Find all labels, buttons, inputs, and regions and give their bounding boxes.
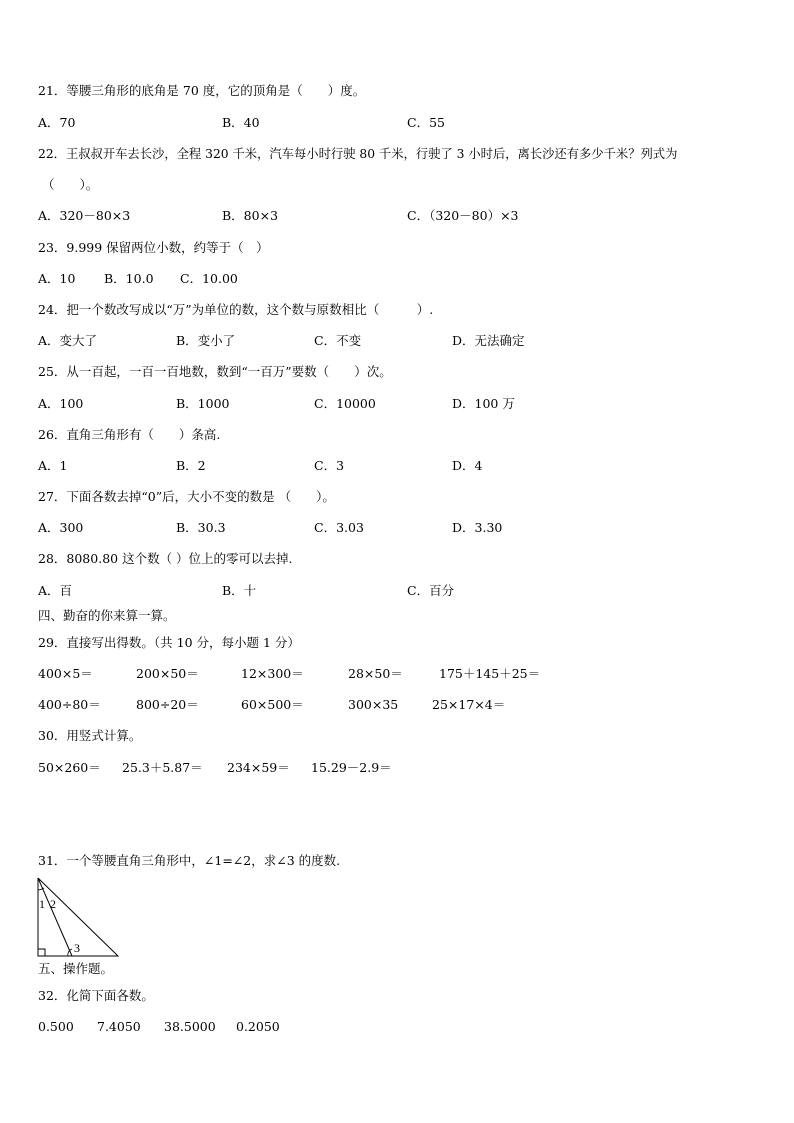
q30-item: 15.29－2.9＝ [311,760,392,775]
q26-option-c: C．3 [314,458,345,473]
q22-option-a: A．320－80×3 [38,208,131,223]
angle-label-3: 3 [74,941,80,955]
q27-option-a: A．300 [38,520,84,535]
q27-option-d: D．3.30 [452,520,503,535]
angle-label-2: 2 [50,897,56,911]
q24-stem: 24．把一个数改写成以“万”为单位的数，这个数与原数相比（ ）. [38,302,434,317]
q23-option-c: C．10.00 [180,271,238,286]
q24-option-a: A．变大了 [38,333,98,348]
q32-stem: 32．化简下面各数。 [38,988,154,1003]
q28-option-a: A．百 [38,583,73,598]
q21-stem: 21．等腰三角形的底角是 70 度，它的顶角是（ ）度。 [38,83,366,98]
q22-option-c: C．（320－80）×3 [407,208,519,223]
q27-stem: 27．下面各数去掉“0”后，大小不变的数是 （ ）。 [38,489,335,504]
q32-item: 0.500 [38,1019,74,1034]
q25-option-b: B．1000 [176,396,230,411]
q30-item: 50×260＝ [38,760,101,775]
q24-option-c: C．不变 [314,333,362,348]
q27-option-b: B．30.3 [176,520,226,535]
q29-item: 12×300＝ [241,666,304,681]
section-4-heading: 四、勤奋的你来算一算。 [38,608,176,623]
right-triangle-figure [36,874,126,960]
q22-stem-cont: （ ）。 [42,177,99,192]
q25-stem: 25．从一百起，一百一百地数，数到“一百万”要数（ ）次。 [38,364,392,379]
q32-item: 38.5000 [164,1019,216,1034]
q29-item: 60×500＝ [241,697,304,712]
q26-option-a: A．1 [38,458,68,473]
q25-option-a: A．100 [38,396,84,411]
q30-item: 25.3＋5.87＝ [122,760,203,775]
q30-item: 234×59＝ [227,760,290,775]
q31-stem: 31．一个等腰直角三角形中，∠1=∠2，求∠3 的度数. [38,853,341,868]
q22-stem: 22．王叔叔开车去长沙，全程 320 千米，汽车每小时行驶 80 千米，行驶了 3 小时后，离长沙还有多少千米？列式为 [38,147,678,161]
q24-option-d: D．无法确定 [452,333,525,348]
q23-stem: 23．9.999 保留两位小数，约等于（ ） [38,240,269,255]
q29-item: 400×5＝ [38,666,93,681]
section-5-heading: 五、操作题。 [38,961,114,976]
q22-option-b: B．80×3 [222,208,279,223]
q28-option-b: B．十 [222,583,257,598]
q25-option-d: D．100 万 [452,396,515,411]
q29-item: 400÷80＝ [38,697,101,712]
q23-option-a: A．10 [38,271,76,286]
q29-stem: 29．直接写出得数。（共 10 分，每小题 1 分） [38,635,300,650]
q32-item: 7.4050 [97,1019,141,1034]
q32-item: 0.2050 [236,1019,280,1034]
q29-item: 200×50＝ [136,666,199,681]
q28-stem: 28．8080.80 这个数（ ）位上的零可以去掉. [38,551,293,566]
q26-option-b: B．2 [176,458,206,473]
q27-option-c: C．3.03 [314,520,364,535]
q21-option-c: C．55 [407,115,445,130]
q29-item: 25×17×4＝ [432,697,506,712]
right-angle-mark [38,949,45,956]
angle-label-1: 1 [39,897,45,911]
q24-option-b: B．变小了 [176,333,236,348]
q29-item: 175＋145＋25＝ [439,666,541,681]
q29-item: 28×50＝ [348,666,403,681]
q21-option-b: B．40 [222,115,260,130]
q29-item: 300×35 [348,697,399,712]
q25-option-c: C．10000 [314,396,376,411]
q26-stem: 26．直角三角形有（ ）条高. [38,427,221,442]
bisector-line [38,878,72,956]
q23-option-b: B．10.0 [104,271,154,286]
q30-stem: 30．用竖式计算。 [38,728,142,743]
q21-option-a: A．70 [38,115,76,130]
q29-item: 800÷20＝ [136,697,199,712]
q28-option-c: C．百分 [407,583,455,598]
q26-option-d: D．4 [452,458,483,473]
